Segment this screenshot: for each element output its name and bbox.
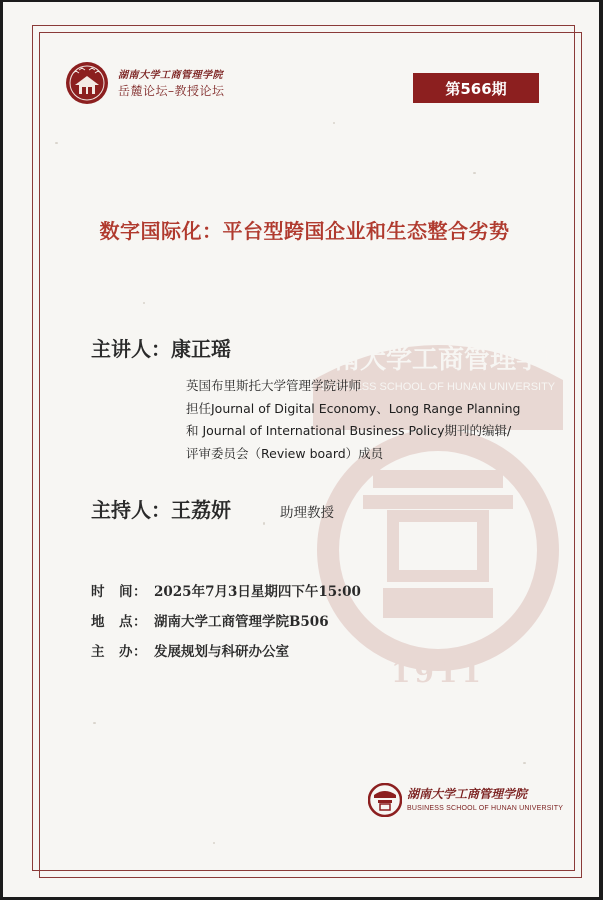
forum-name: 岳麓论坛–教授论坛 [118, 84, 225, 98]
detail-row-location [91, 607, 361, 637]
footer-school-script: 湖南大学工商管理学院 [407, 787, 528, 801]
speaker-line [91, 333, 231, 362]
watermark-year: 1911 [391, 656, 485, 689]
watermark-en-text: BUSINESS SCHOOL OF HUNAN UNIVERSITY [320, 381, 556, 393]
speaker-name: 康正瑶 [171, 337, 231, 361]
detail-label: 主 办： [91, 644, 147, 660]
detail-value: 发展规划与科研办公室 [154, 644, 289, 660]
bio-line: 和 Journal of International Business Policy期刊的编辑/ [186, 423, 512, 438]
lecture-poster [3, 2, 599, 897]
bio-line: 担任Journal of Digital Economy、Long Range Planning [186, 400, 521, 416]
footer-school-en: BUSINESS SCHOOL OF HUNAN UNIVERSITY [407, 805, 564, 812]
event-details [91, 577, 361, 667]
detail-label: 时 间： [91, 584, 147, 600]
detail-value: 2025年7月3日星期四下午15:00 [154, 584, 361, 600]
detail-row-time [91, 577, 361, 607]
detail-row-organizer [91, 637, 361, 667]
bio-line: 英国布里斯托大学管理学院讲师 [186, 378, 362, 393]
host-title: 助理教授 [280, 505, 334, 521]
lecture-title: 数字国际化：平台型跨国企业和生态整合劣势 [99, 219, 510, 243]
detail-label: 地 点： [91, 614, 147, 630]
school-seal-icon [65, 61, 109, 105]
issue-badge: 第566期 [413, 73, 539, 103]
bio-line: 评审委员会（Review board）成员 [186, 445, 384, 461]
host-name: 王荔妍 [171, 498, 231, 522]
host-label: 主持人： [91, 498, 171, 522]
host-line [91, 494, 231, 523]
speaker-label: 主讲人： [91, 337, 171, 361]
footer-seal-icon [368, 783, 402, 817]
detail-value: 湖南大学工商管理学院B506 [154, 614, 329, 630]
speaker-bio [186, 375, 520, 465]
school-script-name: 湖南大学工商管理学院 [118, 70, 223, 81]
watermark-text: 湖南大学工商管理学院 [307, 345, 569, 375]
